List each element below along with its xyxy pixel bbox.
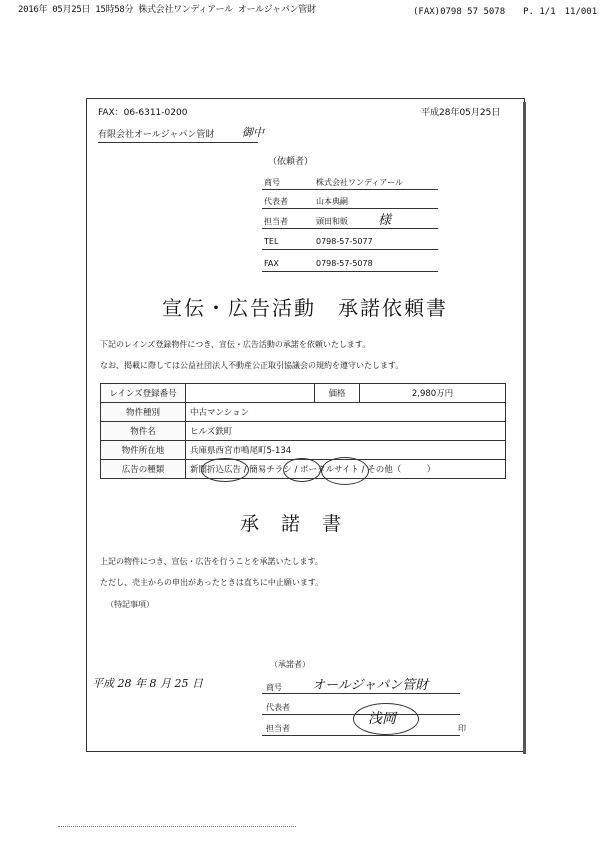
recipient-suffix: 御中 [242, 126, 264, 139]
requester-label: （依頼者） [268, 157, 314, 167]
field-value-contact: 頭田和販 [316, 217, 348, 226]
field-value-tel: 0798-57-5077 [316, 237, 373, 246]
selected-option-circle [321, 457, 369, 485]
field-underline [262, 228, 438, 229]
recipient-name: 有限会社オールジャパン管財 [98, 130, 215, 140]
consent-line-2: ただし、売主からの申出があったときは直ちに中止願います。 [100, 578, 324, 587]
row-label: 物件名 [101, 422, 186, 441]
letter-date: 平成28年05月25日 [421, 108, 501, 118]
row-label: 物件種別 [101, 403, 186, 422]
row-label: 物件所在地 [101, 441, 186, 460]
consent-field-label-company: 商号 [266, 683, 282, 692]
consent-company-signature: オールジャパン管財 [312, 678, 429, 693]
table-row [101, 403, 506, 422]
row-value: 新聞折込広告 / 簡易チラシ / ポータルサイト / その他（ ） [186, 460, 506, 479]
field-value-fax: 0798-57-5078 [316, 259, 373, 268]
table-row [101, 384, 506, 403]
consent-contact-signature: 浅岡 [368, 711, 396, 727]
consent-field-label-contact: 担当者 [266, 724, 290, 733]
field-contact-suffix: 様 [378, 213, 392, 228]
row-value: 兵庫県西宮市鳴尾町5-134 [186, 441, 506, 460]
consent-party-label: （承諾者） [270, 660, 310, 669]
body-line-1: 下記のレインズ登録物件につき、宣伝・広告活動の承諾を依頼いたします。 [100, 340, 371, 349]
field-value-company: 株式会社ワンディアール [316, 178, 403, 187]
document-title: 宣伝・広告活動 承諾依頼書 [162, 296, 448, 320]
field-underline [262, 249, 438, 250]
field-underline [262, 271, 438, 272]
table-row [101, 422, 506, 441]
field-underline [262, 189, 438, 190]
consent-field-label-representative: 代表者 [266, 703, 290, 712]
document-frame-shadow [523, 102, 526, 754]
special-notes-label: （特記事項） [106, 600, 154, 609]
table-row [101, 441, 506, 460]
row-label: 広告の種類 [101, 460, 186, 479]
fax-transmission-page-info: (FAX)0798 57 5078 P. 1/1 11/001 [413, 7, 598, 17]
price-label: 価格 [315, 384, 360, 403]
consent-date: 平成 28 年 8 月 25 日 [92, 677, 203, 690]
fax-transmission-header: 2016年 05月25日 15時58分 株式会社ワンディアール オールジャパン管財 [18, 5, 316, 15]
consent-title: 承諾書 [240, 513, 364, 535]
field-label-fax: FAX [264, 259, 279, 268]
field-label-contact: 担当者 [264, 217, 288, 226]
recipient-underline [98, 142, 258, 143]
body-line-2: なお、掲載に際しては公益社団法人不動産公正取引協議会の規約を遵守いたします。 [100, 361, 404, 370]
field-label-company: 商号 [264, 178, 280, 187]
consent-line-1: 上記の物件につき、宣伝・広告を行うことを承諾いたします。 [100, 557, 323, 566]
field-underline [262, 693, 460, 694]
field-underline [262, 735, 460, 736]
field-label-representative: 代表者 [264, 197, 288, 206]
page-footer-dots [58, 826, 296, 827]
seal-mark: 印 [458, 724, 466, 733]
row-value: ヒルズ鉄町 [186, 422, 506, 441]
reins-label: レインズ登録番号 [101, 384, 186, 403]
field-value-representative: 山本典嗣 [316, 197, 348, 206]
row-value: 中古マンション [186, 403, 506, 422]
reins-value [186, 384, 315, 403]
field-label-tel: TEL [264, 237, 279, 246]
fax-to-number: FAX：06-6311-0200 [98, 108, 188, 118]
price-value: 2,980万円 [360, 384, 506, 403]
selected-option-circle [283, 458, 321, 482]
field-underline [262, 208, 438, 209]
selected-option-circle [201, 458, 249, 482]
